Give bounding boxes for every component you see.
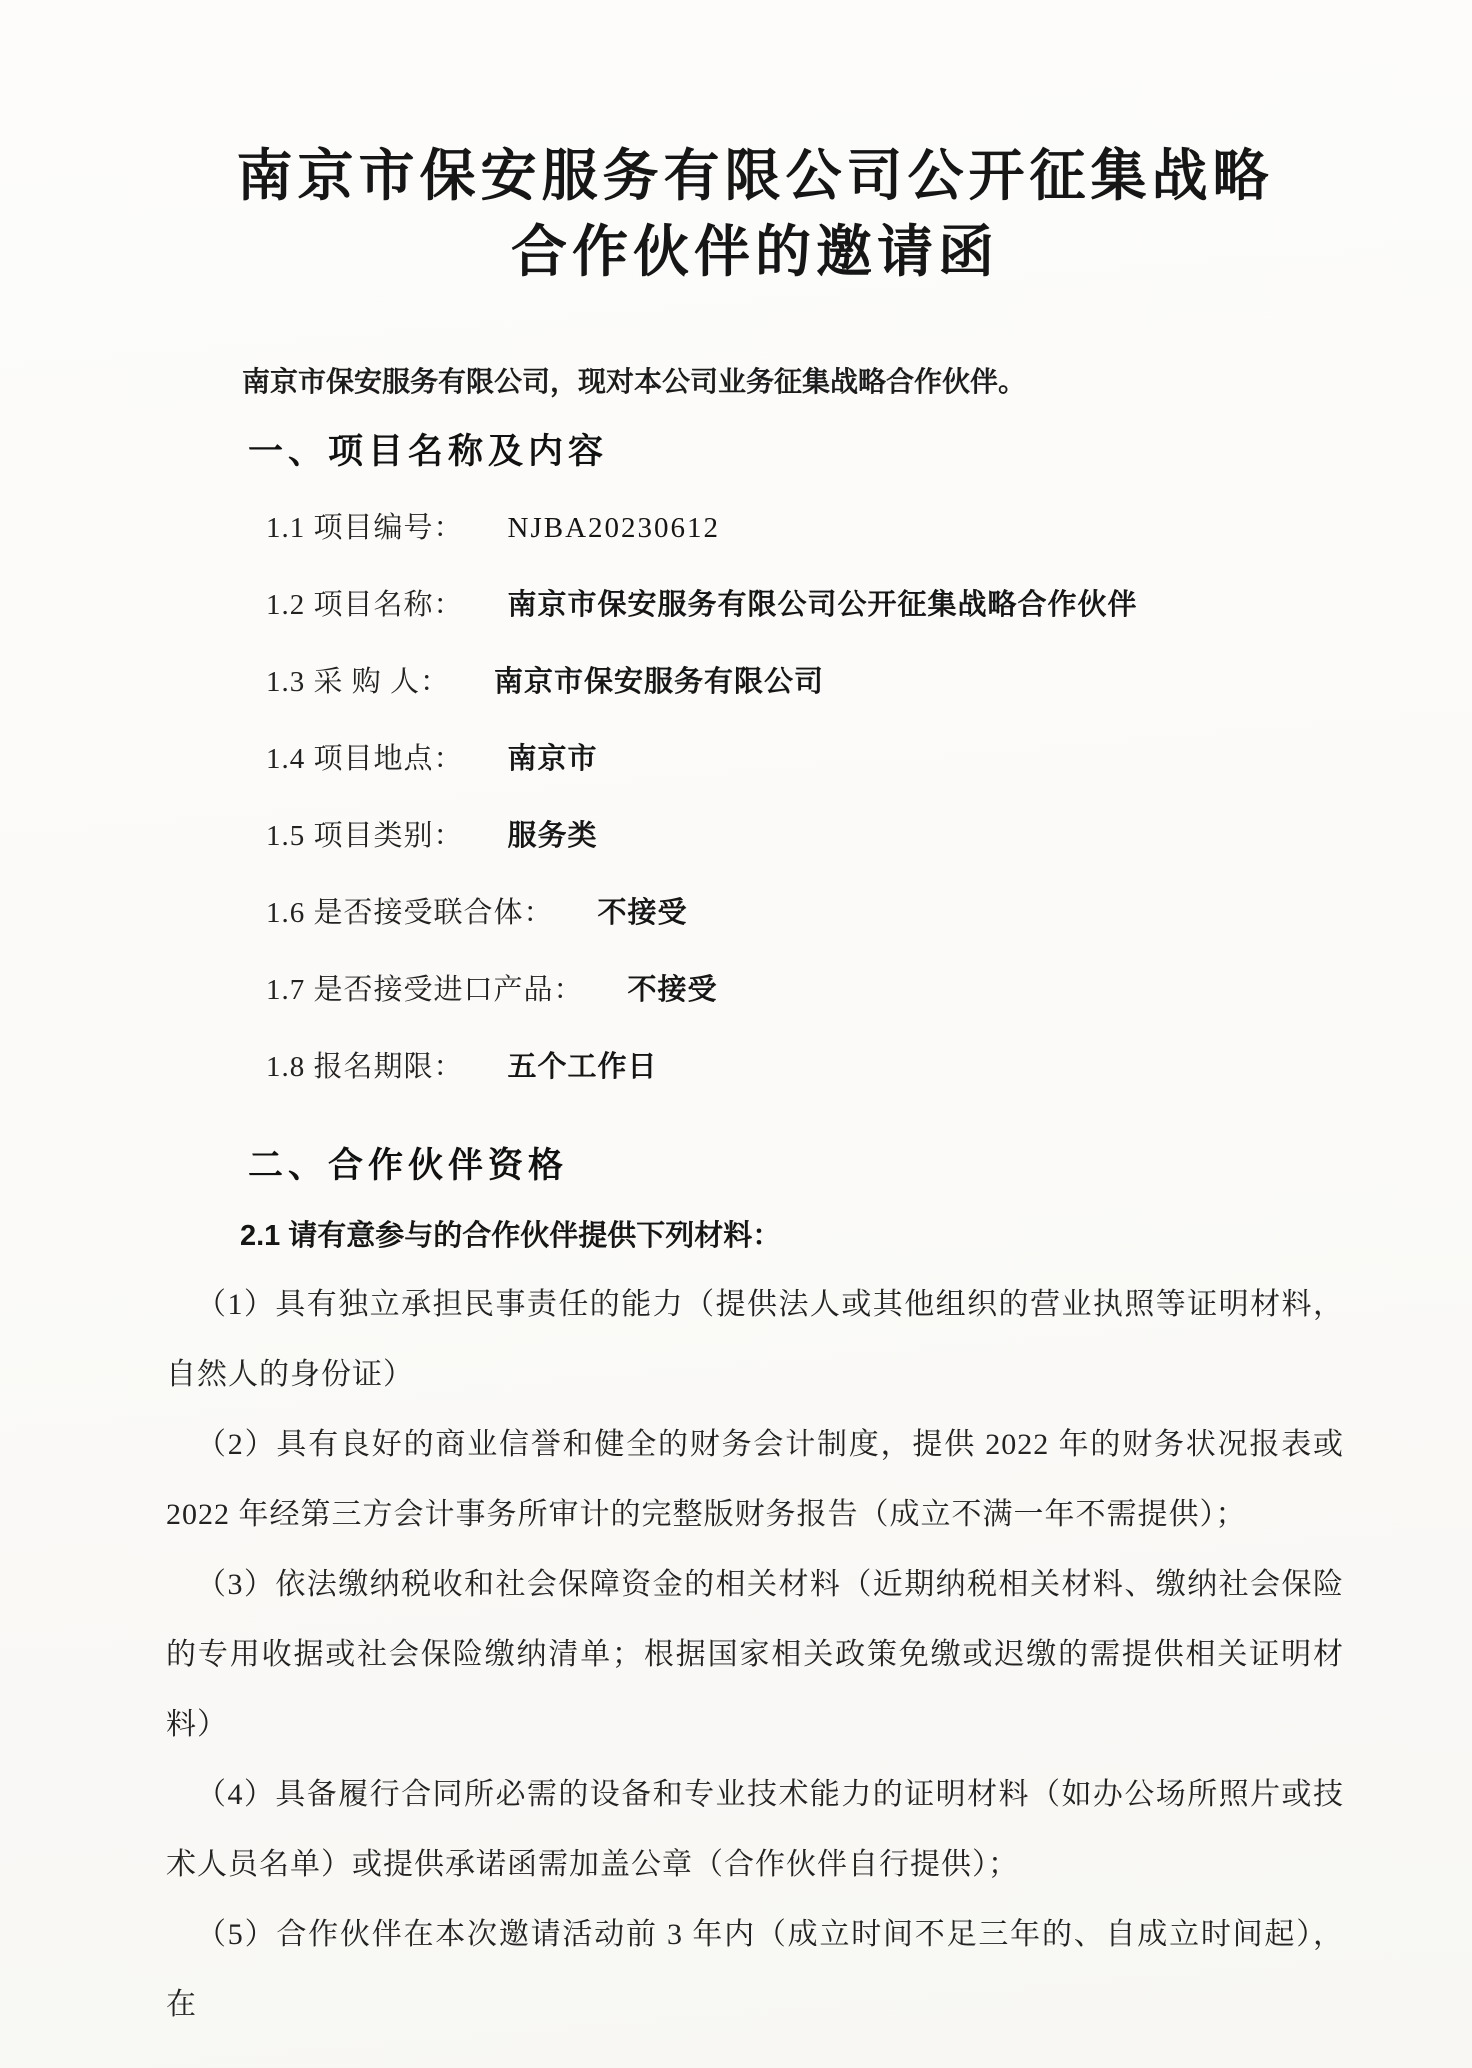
section2-heading: 二、合作伙伴资格: [248, 1146, 569, 1185]
field-row-purchaser: [266, 666, 1344, 699]
field-label: 1.5 项目类别：: [266, 820, 464, 852]
title-line-2: 合作伙伴的邀请函: [511, 220, 999, 283]
intro-paragraph: 南京市保安服务有限公司，现对本公司业务征集战略合作伙伴。: [242, 367, 1027, 398]
field-label: 1.6 是否接受联合体：: [266, 897, 554, 929]
field-row-project-location: [266, 743, 1344, 776]
field-label: 1.4 项目地点：: [266, 743, 464, 775]
field-row-registration-period: [266, 1051, 1344, 1084]
requirement-item-1: （1）具有独立承担民事责任的能力（提供法人或其他组织的营业执照等证明材料，自然人的身份证）: [166, 1288, 1344, 1391]
field-row-project-number: [266, 512, 1344, 545]
field-label: 1.1 项目编号：: [266, 512, 464, 544]
section2-requirement-list: [166, 1270, 1344, 2040]
field-value: 南京市保安服务有限公司: [494, 666, 825, 698]
field-label: 1.3 采 购 人：: [266, 666, 451, 698]
field-row-consortium-accepted: [266, 897, 1344, 930]
field-value: 五个工作日: [507, 1051, 658, 1083]
section1-heading: 一、项目名称及内容: [248, 432, 609, 471]
field-value: 不接受: [597, 897, 688, 929]
field-value: 南京市: [507, 743, 598, 775]
field-value: 不接受: [627, 974, 718, 1006]
field-row-imported-products: [266, 974, 1344, 1007]
requirement-item-4: （4）具备履行合同所必需的设备和专业技术能力的证明材料（如办公场所照片或技术人员名单）或提供承诺函需加盖公章（合作伙伴自行提供）；: [166, 1778, 1344, 1881]
field-value: 服务类: [507, 820, 598, 852]
field-value: 南京市保安服务有限公司公开征集战略合作伙伴: [507, 589, 1138, 621]
field-label: 1.8 报名期限：: [266, 1051, 464, 1083]
requirement-item-3: （3）依法缴纳税收和社会保障资金的相关材料（近期纳税相关材料、缴纳社会保险的专用收据或社会保险缴纳清单；根据国家相关政策免缴或迟缴的需提供相关证明材料）: [166, 1568, 1344, 1741]
section1-item-list: [266, 512, 1344, 1084]
document-title: [166, 138, 1344, 290]
section2-intro: 2.1 请有意参与的合作伙伴提供下列材料：: [239, 1220, 782, 1252]
field-value: NJBA20230612: [507, 512, 721, 544]
requirement-item-2: （2）具有良好的商业信誉和健全的财务会计制度，提供 2022 年的财务状况报表或 2022 年经第三方会计事务所审计的完整版财务报告（成立不满一年不需提供）；: [166, 1428, 1344, 1531]
field-label: 1.2 项目名称：: [266, 589, 464, 621]
title-line-1: 南京市保安服务有限公司公开征集战略: [236, 144, 1274, 207]
field-label: 1.7 是否接受进口产品：: [266, 974, 584, 1006]
requirement-item-5: （5）合作伙伴在本次邀请活动前 3 年内（成立时间不足三年的、自成立时间起），在: [166, 1918, 1344, 2021]
field-row-project-category: [266, 820, 1344, 853]
field-row-project-name: [266, 589, 1344, 622]
